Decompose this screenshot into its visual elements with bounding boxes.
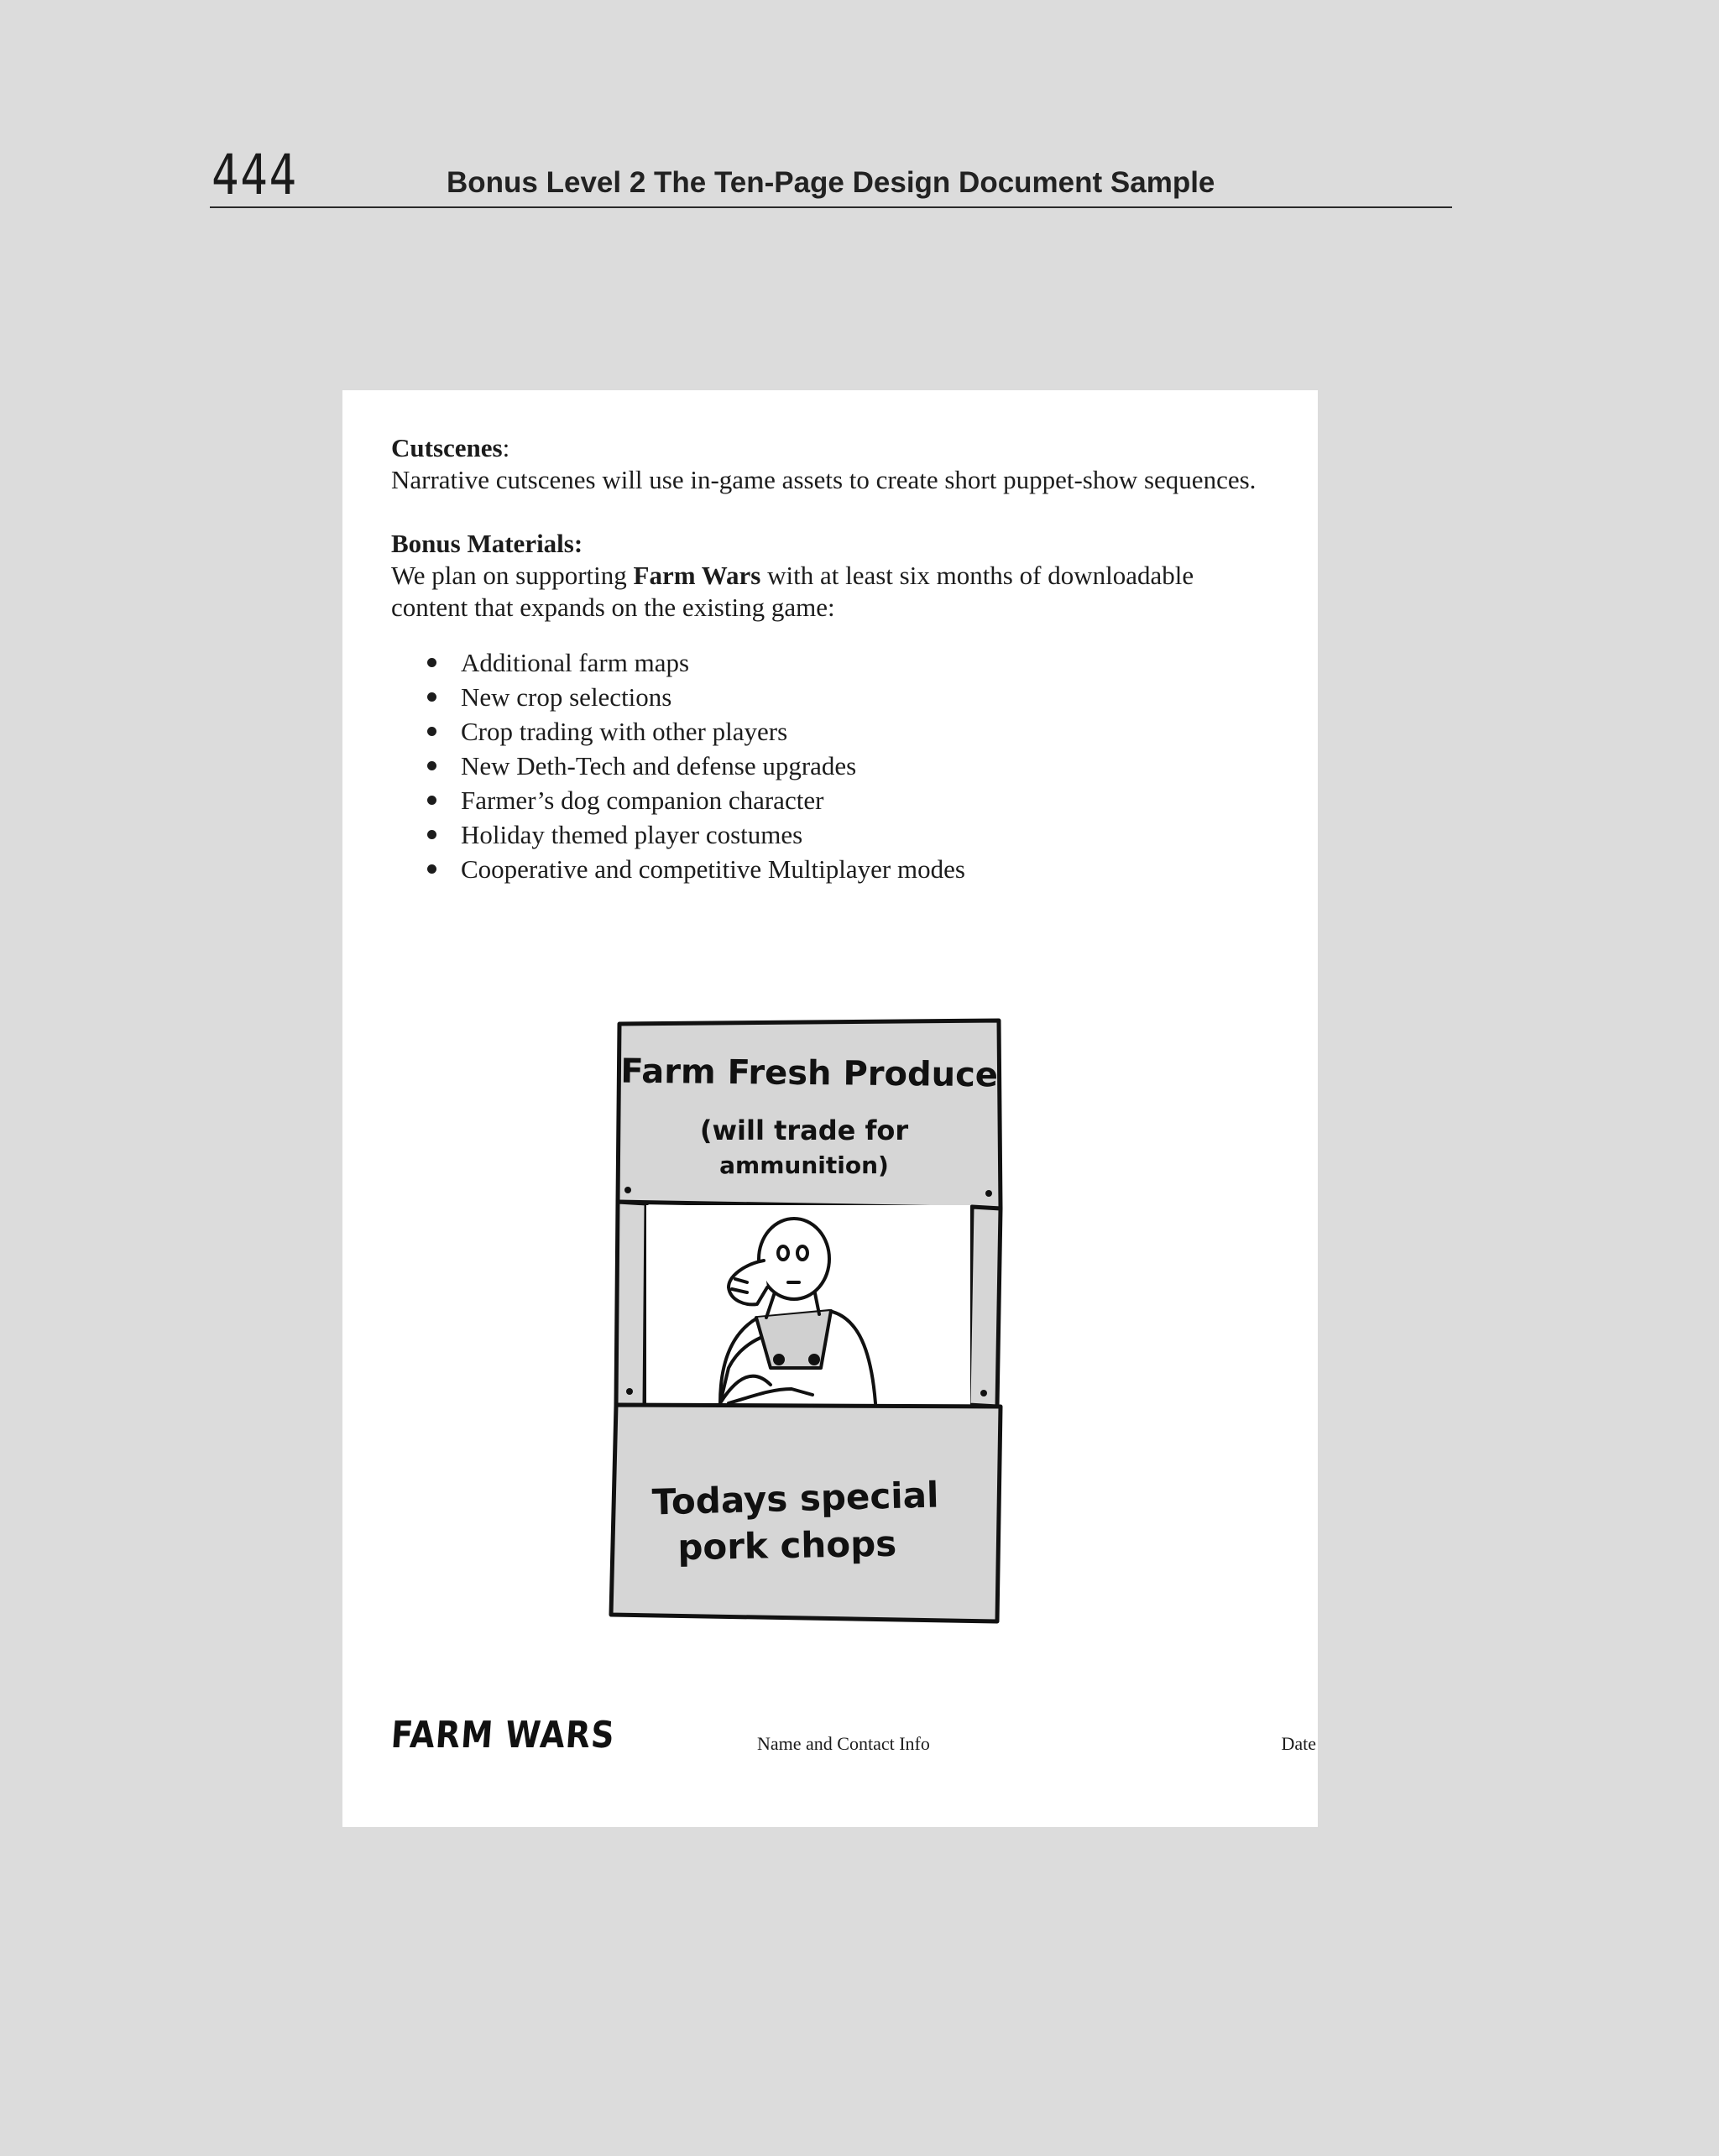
page-number: 444 — [212, 143, 298, 207]
bullet-icon — [427, 727, 436, 736]
cutscenes-heading-colon: : — [502, 433, 510, 462]
cutscenes-text: Narrative cutscenes will use in-game assets to create short puppet-show sequences. — [391, 465, 1257, 494]
bonus-text-before: We plan on supporting — [391, 561, 634, 590]
bullet-icon — [427, 658, 436, 667]
footer-date: Date — [1281, 1733, 1316, 1754]
list-item-text: Crop trading with other players — [461, 717, 788, 746]
sign-subtitle-2: ammunition) — [719, 1151, 889, 1179]
game-title: Farm Wars — [633, 561, 761, 590]
list-item — [426, 749, 1264, 783]
list-item — [426, 817, 1264, 852]
document-page — [342, 390, 1318, 1827]
dlc-list — [391, 645, 1264, 886]
cutscenes-heading-line — [391, 432, 1264, 464]
bullet-icon — [427, 830, 436, 839]
bullet-icon — [427, 796, 436, 805]
footer-contact-info: Name and Contact Info — [757, 1733, 930, 1754]
sign-subtitle-1: (will trade for — [699, 1115, 909, 1146]
book-header — [210, 134, 1452, 208]
document-body — [391, 432, 1264, 886]
list-item-text: New crop selections — [461, 682, 672, 712]
right-post — [969, 1207, 1001, 1407]
special-line-1: Todays special — [651, 1474, 940, 1523]
bullet-icon — [427, 692, 436, 702]
farm-wars-logo: FARM WARS — [389, 1713, 617, 1757]
list-item-text: Additional farm maps — [461, 648, 690, 677]
bonus-materials-text — [391, 560, 1264, 624]
sign-title: Farm Fresh Produce — [620, 1052, 999, 1095]
bonus-text-after: with at least six months of downloadable content that expands on the existing game: — [391, 561, 1194, 622]
list-item — [426, 783, 1264, 817]
left-post — [616, 1202, 646, 1407]
list-item-text: Cooperative and competitive Multiplayer modes — [461, 854, 965, 884]
cutscenes-heading: Cutscenes — [391, 433, 503, 462]
list-item — [426, 714, 1264, 749]
list-item-text: New Deth-Tech and defense upgrades — [461, 751, 857, 780]
list-item — [426, 645, 1264, 680]
document-footer — [342, 1713, 1318, 1783]
bonus-materials-heading: Bonus Materials: — [391, 529, 583, 558]
running-title: Bonus Level 2 The Ten-Page Design Document Sample — [447, 166, 1215, 199]
list-item — [426, 680, 1264, 714]
bullet-icon — [427, 761, 436, 770]
list-item-text: Farmer’s dog companion character — [461, 786, 824, 815]
list-item-text: Holiday themed player costumes — [461, 820, 803, 849]
list-item — [426, 852, 1264, 886]
produce-stand-illustration — [603, 1015, 1006, 1628]
special-line-2: pork chops — [677, 1522, 897, 1569]
bullet-icon — [427, 864, 436, 874]
